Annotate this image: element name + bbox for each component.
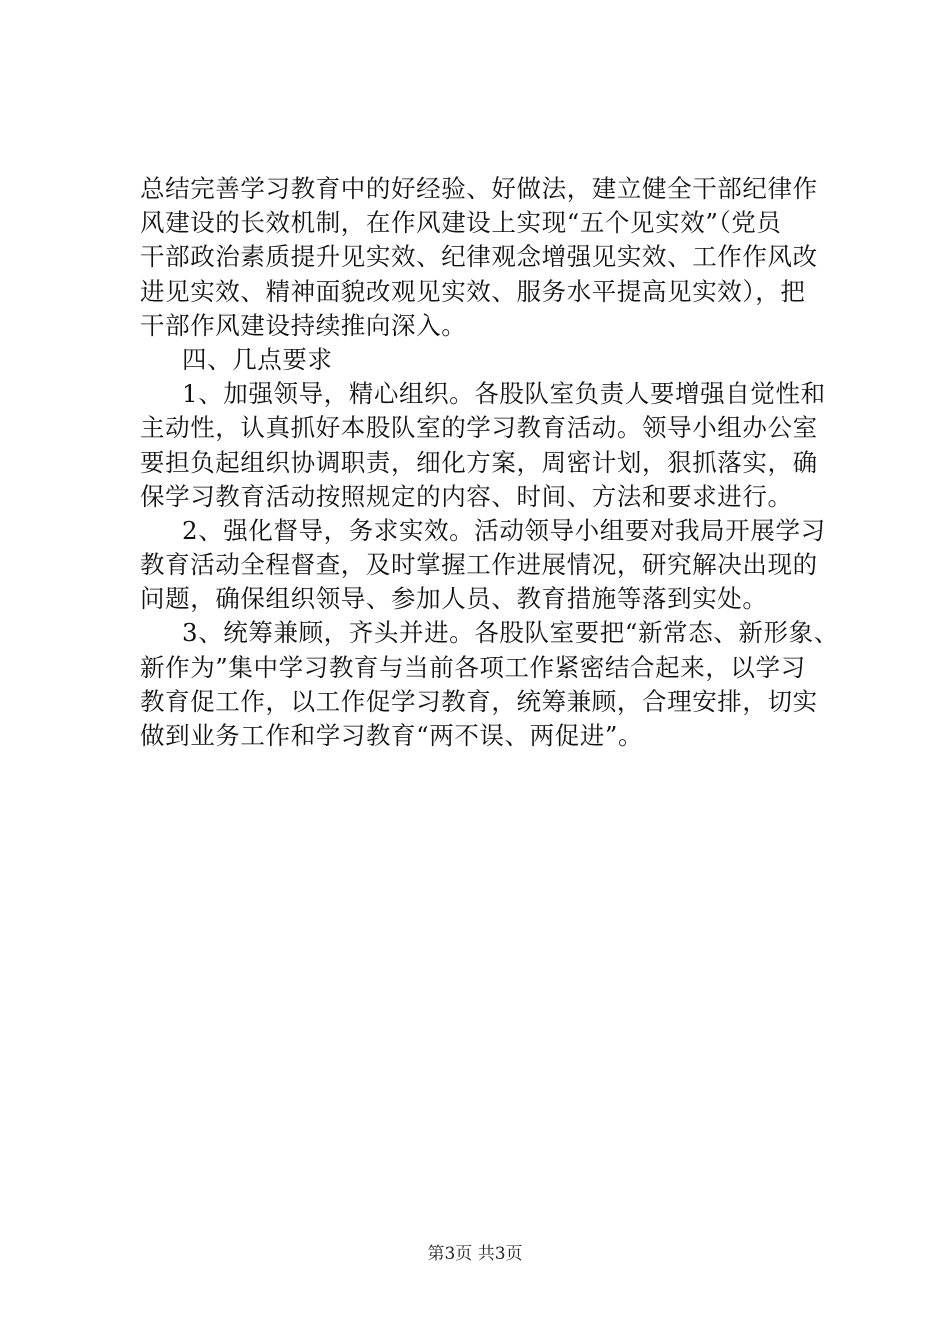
text-line: 1、加强领导，精心组织。各股队室负责人要增强自觉性和 [182, 379, 826, 409]
text-line: 3、统筹兼顾，齐头并进。各股队室要把“新常态、新形象、 [182, 618, 839, 648]
text-line: 总结完善学习教育中的好经验、好做法，建立健全干部纪律作 [140, 174, 818, 203]
document-body [140, 172, 840, 753]
text-line: 主动性，认真抓好本股队室的学习教育活动。领导小组办公室 [140, 413, 818, 443]
text-line: 2、强化督导，务求实效。活动领导小组要对我局开展学习 [182, 515, 826, 545]
text-line: 保学习教育活动按照规定的内容、时间、方法和要求进行。 [140, 481, 793, 511]
text-line: 要担负起组织协调职责，细化方案，周密计划，狠抓落实，确 [140, 447, 818, 477]
text-line: 问题，确保组织领导、参加人员、教育措施等落到实处。 [140, 584, 768, 614]
text-line: 教育促工作，以工作促学习教育，统筹兼顾，合理安排，切实 [140, 686, 818, 716]
page-number-footer: 第3页 共3页 [427, 1244, 523, 1264]
text-line: 新作为”集中学习教育与当前各项工作紧密结合起来，以学习 [140, 652, 806, 682]
section-heading: 四、几点要求 [182, 344, 333, 374]
text-line: 教育活动全程督查，及时掌握工作进展情况，研究解决出现的 [140, 550, 818, 580]
text-line: 做到业务工作和学习教育“两不误、两促进”。 [140, 721, 644, 750]
text-line: 进见实效、精神面貌改观见实效、服务水平提高见实效），把 [140, 276, 806, 306]
text-line: 风建设的长效机制，在作风建设上实现“五个见实效”（党员 [140, 208, 782, 238]
text-line: 干部作风建设持续推向深入。 [140, 310, 467, 340]
text-line: 干部政治素质提升见实效、纪律观念增强见实效、工作作风改 [140, 242, 818, 272]
